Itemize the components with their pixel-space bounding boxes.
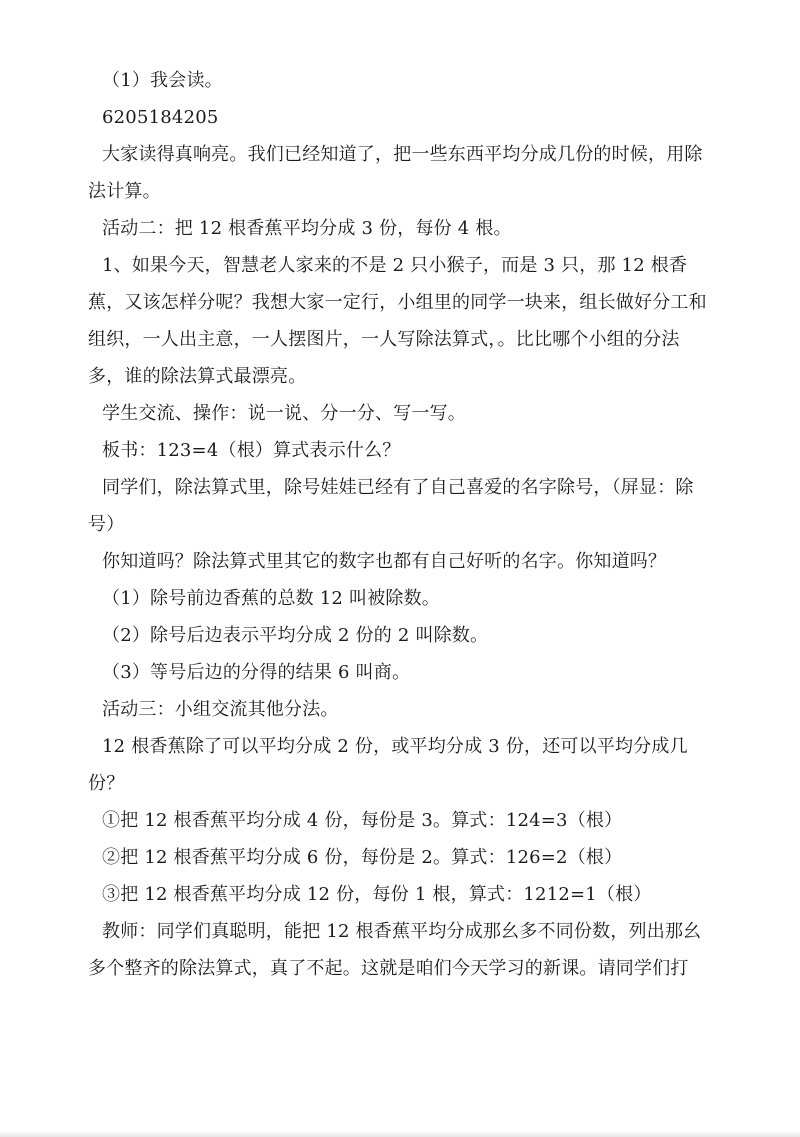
paragraph-16: ②把 12 根香蕉平均分成 6 份，每份是 2。算式：126=2（根） <box>102 847 623 868</box>
document-body <box>88 62 714 987</box>
paragraph-1: （1）我会读。 <box>102 70 223 91</box>
paragraph-12: （3）等号后边的分得的结果 6 叫商。 <box>102 662 411 683</box>
paragraph-7: 板书：123=4（根）算式表示什么？ <box>102 440 401 461</box>
paragraph-11: （2）除号后边表示平均分成 2 份的 2 叫除数。 <box>102 625 489 646</box>
paragraph-17: ③把 12 根香蕉平均分成 12 份，每份 1 根，算式：1212=1（根） <box>102 884 652 905</box>
paragraph-13: 活动三：小组交流其他分法。 <box>102 699 339 720</box>
paragraph-2: 6205184205 <box>102 107 219 128</box>
paragraph-4: 活动二：把 12 根香蕉平均分成 3 份，每份 4 根。 <box>102 218 512 239</box>
paragraph-9: 你知道吗？除法算式里其它的数字也都有自己好听的名字。你知道吗？ <box>102 551 667 572</box>
paragraph-6: 学生交流、操作：说一说、分一分、写一写。 <box>102 403 466 424</box>
paragraph-8: 同学们，除法算式里，除号娃娃已经有了自己喜爱的名字除号，（屏显：除号） <box>88 477 694 535</box>
paragraph-10: （1）除号前边香蕉的总数 12 叫被除数。 <box>102 588 440 609</box>
paragraph-15: ①把 12 根香蕉平均分成 4 份，每份是 3。算式：124=3（根） <box>102 810 623 831</box>
paragraph-5: 1、如果今天，智慧老人家来的不是 2 只小猴子，而是 3 只，那 12 根香蕉，又该怎样分呢？我想大家一定行，小组里的同学一块来，组长做好分工和组织，一人出主意，一人摆图片，一人写除法算式，。比比哪个小组的分法多，谁的除法算式最漂亮。 <box>88 255 707 387</box>
page-bottom-edge <box>0 1131 800 1137</box>
paragraph-3: 大家读得真响亮。我们已经知道了，把一些东西平均分成几份的时候，用除法计算。 <box>88 144 703 202</box>
paragraph-14: 12 根香蕉除了可以平均分成 2 份，或平均分成 3 份，还可以平均分成几份？ <box>88 736 688 794</box>
paragraph-18: 教师：同学们真聪明，能把 12 根香蕉平均分成那幺多不同份数，列出那幺多个整齐的除法算式，真了不起。这就是咱们今天学习的新课。请同学们打 <box>88 921 702 979</box>
